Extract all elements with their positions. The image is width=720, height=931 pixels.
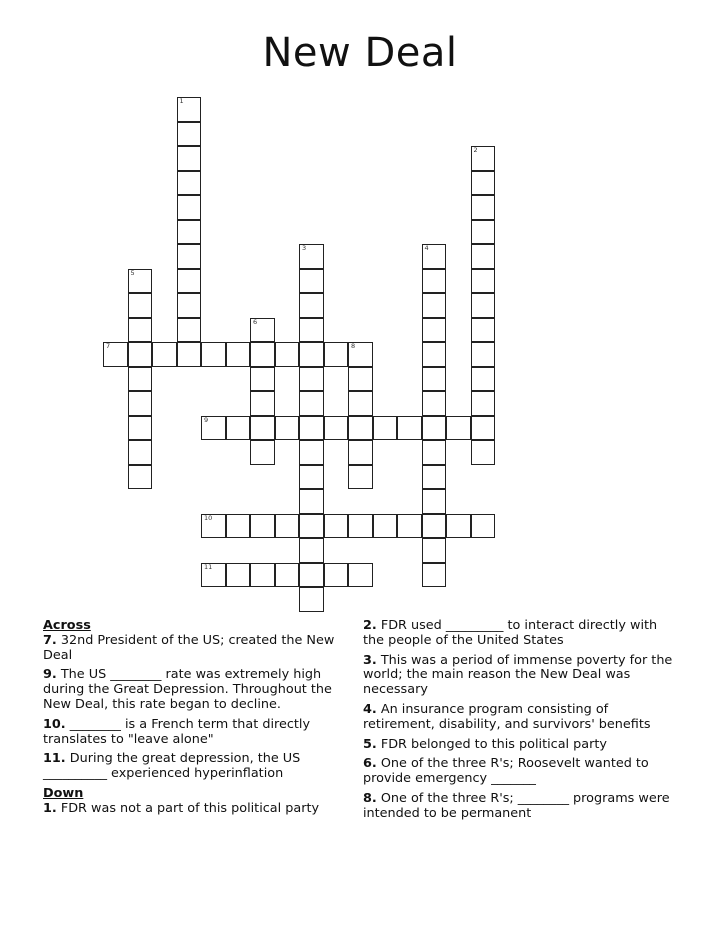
grid-cell[interactable] — [422, 293, 447, 318]
grid-cell[interactable] — [422, 244, 447, 269]
grid-cell[interactable] — [299, 489, 324, 514]
clue-number-label: 8 — [351, 342, 356, 350]
clue-number-label: 3 — [302, 244, 307, 252]
grid-cell[interactable] — [275, 416, 300, 441]
grid-cell[interactable] — [226, 342, 251, 367]
grid-cell[interactable] — [324, 416, 349, 441]
grid-cell[interactable] — [422, 563, 447, 588]
grid-cell[interactable] — [422, 465, 447, 490]
clue-text: The US ________ rate was extremely high during the Great Depression. Throughout the New Deal, this rate began to decline. — [43, 667, 332, 712]
grid-cell[interactable] — [471, 195, 496, 220]
grid-cell[interactable] — [299, 367, 324, 392]
grid-cell[interactable] — [201, 563, 226, 588]
grid-cell[interactable] — [177, 97, 202, 122]
grid-cell[interactable] — [471, 146, 496, 171]
clue-text: FDR belonged to this political party — [376, 736, 607, 752]
clue-number-label: 9 — [204, 415, 209, 424]
grid-cell[interactable] — [471, 440, 496, 465]
grid-cell[interactable] — [324, 563, 349, 588]
grid-cell[interactable] — [177, 318, 202, 343]
grid-cell[interactable] — [471, 342, 496, 367]
clue-text: FDR was not a part of this political party — [56, 800, 320, 816]
grid-cell[interactable] — [250, 514, 275, 539]
grid-cell[interactable] — [250, 440, 275, 465]
grid-cell[interactable] — [348, 416, 373, 441]
grid-cell[interactable] — [128, 367, 153, 392]
clue-text: During the great depression, the US __________ experienced hyperinflation — [43, 751, 301, 782]
grid-cell[interactable] — [250, 563, 275, 588]
grid-cell[interactable] — [422, 367, 447, 392]
grid-cell[interactable] — [275, 563, 300, 588]
clue-number-label: 6 — [253, 317, 258, 326]
grid-cell[interactable] — [422, 538, 447, 563]
clue-number: 1. — [43, 800, 57, 816]
clue-text: This was a period of immense poverty for the world; the main reason the New Deal was necessary — [363, 652, 673, 698]
grid-cell[interactable] — [348, 391, 373, 416]
down-clue-list — [43, 802, 361, 817]
clue-number: 11. — [43, 751, 66, 767]
across-heading: Across — [43, 618, 91, 633]
clues-left — [43, 619, 361, 822]
grid-cell[interactable] — [348, 563, 373, 588]
grid-cell[interactable] — [250, 391, 275, 416]
grid-cell[interactable] — [299, 293, 324, 318]
clues-right — [363, 619, 681, 827]
grid-cell[interactable] — [275, 514, 300, 539]
grid-cell[interactable] — [299, 391, 324, 416]
grid-cell[interactable] — [422, 514, 447, 539]
clue-number-label: 1 — [179, 97, 184, 105]
grid-cell[interactable] — [299, 342, 324, 367]
grid-cell[interactable] — [471, 391, 496, 416]
grid-cell[interactable] — [250, 342, 275, 367]
down-heading: Down — [43, 785, 84, 801]
grid-cell[interactable] — [446, 416, 471, 441]
grid-cell[interactable] — [128, 465, 153, 490]
grid-cell[interactable] — [471, 293, 496, 318]
clue-11 — [43, 752, 361, 782]
grid-cell[interactable] — [422, 342, 447, 367]
grid-cell[interactable] — [177, 244, 202, 269]
grid-cell[interactable] — [226, 514, 251, 539]
clue-2 — [363, 619, 681, 649]
grid-cell[interactable] — [299, 587, 324, 612]
grid-cell[interactable] — [422, 269, 447, 294]
clue-number: 5. — [363, 736, 377, 752]
grid-cell[interactable] — [275, 342, 300, 367]
grid-cell[interactable] — [177, 146, 202, 171]
grid-cell[interactable] — [299, 563, 324, 588]
clue-8 — [363, 792, 681, 822]
grid-cell[interactable] — [348, 367, 373, 392]
grid-cell[interactable] — [373, 514, 398, 539]
clue-text: 32nd President of the US; created the New Deal — [43, 632, 335, 663]
grid-cell[interactable] — [422, 489, 447, 514]
grid-cell[interactable] — [299, 465, 324, 490]
grid-cell[interactable] — [177, 342, 202, 367]
clue-5 — [363, 738, 681, 753]
grid-cell[interactable] — [373, 416, 398, 441]
grid-cell[interactable] — [471, 244, 496, 269]
clue-text: An insurance program consisting of retirement, disability, and survivors' benefits — [363, 701, 651, 732]
grid-cell[interactable] — [177, 195, 202, 220]
grid-cell[interactable] — [128, 342, 153, 367]
clue-number-label: 7 — [106, 342, 111, 350]
clue-1 — [43, 802, 361, 817]
clue-9 — [43, 668, 361, 712]
clue-text: ________ is a French term that directly translates to "leave alone" — [43, 716, 311, 747]
grid-cell[interactable] — [128, 293, 153, 318]
clue-3 — [363, 654, 681, 698]
clue-number: 3. — [363, 652, 377, 668]
clue-number-label: 10 — [204, 513, 213, 522]
grid-cell[interactable] — [250, 367, 275, 392]
grid-cell[interactable] — [299, 440, 324, 465]
grid-cell[interactable] — [471, 416, 496, 441]
clue-text: One of the three R's; Roosevelt wanted to provide emergency _______ — [363, 756, 649, 787]
grid-cell[interactable] — [201, 514, 226, 539]
grid-cell[interactable] — [128, 440, 153, 465]
grid-cell[interactable] — [397, 514, 422, 539]
clue-text: One of the three R's; ________ programs were intended to be permanent — [363, 790, 670, 821]
grid-cell[interactable] — [226, 416, 251, 441]
grid-cell[interactable] — [201, 342, 226, 367]
grid-cell[interactable] — [299, 244, 324, 269]
grid-cell[interactable] — [299, 416, 324, 441]
grid-cell[interactable] — [422, 318, 447, 343]
grid-cell[interactable] — [348, 342, 373, 367]
clue-text: FDR used _________ to interact directly with the people of the United States — [363, 618, 658, 648]
clue-number-label: 11 — [204, 562, 213, 571]
grid-cell[interactable] — [177, 269, 202, 294]
grid-cell[interactable] — [422, 440, 447, 465]
clue-number: 8. — [363, 790, 377, 806]
grid-cell[interactable] — [128, 391, 153, 416]
clue-4 — [363, 703, 681, 733]
grid-cell[interactable] — [128, 269, 153, 294]
grid-cell[interactable] — [299, 269, 324, 294]
clue-6 — [363, 757, 681, 787]
grid-cell[interactable] — [471, 171, 496, 196]
clue-number: 6. — [363, 756, 377, 772]
grid-cell[interactable] — [177, 171, 202, 196]
grid-cell[interactable] — [177, 293, 202, 318]
clue-number: 7. — [43, 632, 57, 648]
clue-number: 2. — [363, 618, 377, 633]
grid-cell[interactable] — [152, 342, 177, 367]
grid-cell[interactable] — [422, 416, 447, 441]
grid-cell[interactable] — [471, 269, 496, 294]
grid-cell[interactable] — [299, 514, 324, 539]
grid-cell[interactable] — [177, 220, 202, 245]
grid-cell[interactable] — [299, 318, 324, 343]
page-title: New Deal — [262, 30, 458, 76]
across-clue-list — [43, 634, 361, 782]
grid-cell[interactable] — [397, 416, 422, 441]
grid-cell[interactable] — [324, 514, 349, 539]
down-clue-list-continued — [363, 619, 681, 822]
grid-cell[interactable] — [226, 563, 251, 588]
clue-number-label: 4 — [424, 244, 429, 252]
grid-cell[interactable] — [348, 440, 373, 465]
clue-number: 9. — [43, 667, 57, 683]
grid-cell[interactable] — [299, 538, 324, 563]
grid-cell[interactable] — [471, 514, 496, 539]
grid-cell[interactable] — [103, 342, 128, 367]
grid-cell[interactable] — [128, 416, 153, 441]
clue-number-label: 5 — [130, 268, 135, 277]
clue-number: 10. — [43, 716, 66, 732]
grid-cell[interactable] — [348, 514, 373, 539]
grid-cell[interactable] — [201, 416, 226, 441]
clue-number-label: 2 — [473, 146, 478, 154]
clue-10 — [43, 718, 361, 748]
grid-cell[interactable] — [177, 122, 202, 147]
grid-cell[interactable] — [324, 342, 349, 367]
grid-cell[interactable] — [471, 367, 496, 392]
grid-cell[interactable] — [422, 391, 447, 416]
grid-cell[interactable] — [250, 416, 275, 441]
grid-cell[interactable] — [128, 318, 153, 343]
clue-number: 4. — [363, 701, 377, 717]
grid-cell[interactable] — [471, 318, 496, 343]
clue-7 — [43, 634, 361, 664]
grid-cell[interactable] — [446, 514, 471, 539]
grid-cell[interactable] — [348, 465, 373, 490]
grid-cell[interactable] — [250, 318, 275, 343]
grid-cell[interactable] — [471, 220, 496, 245]
